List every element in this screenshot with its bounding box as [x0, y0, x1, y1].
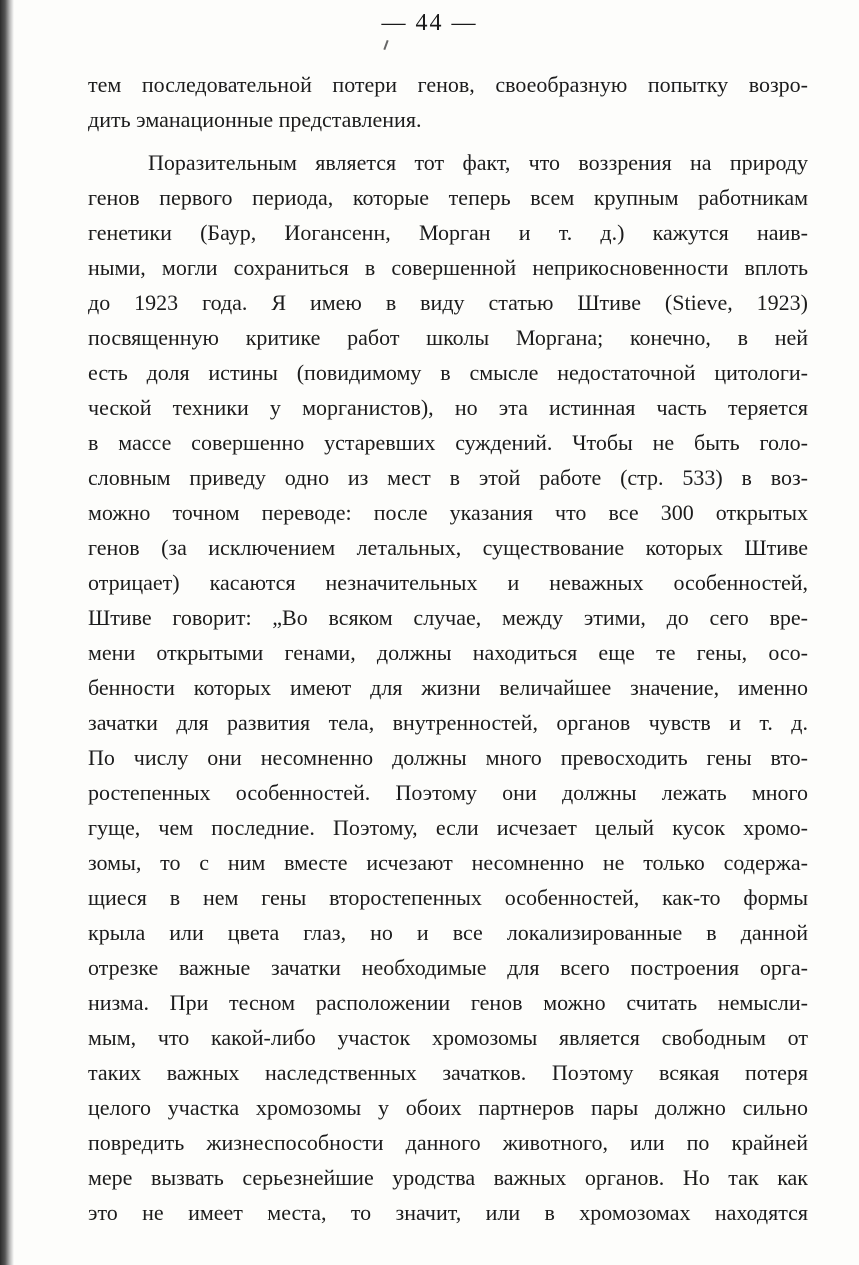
text-line: бенности которых имеют для жизни величайшее значение, именно — [88, 675, 808, 700]
text-line: генетики (Баур, Иогансенн, Морган и т. д.) кажутся наив- — [88, 220, 808, 245]
text-line: ными, могли сохраниться в совершенной неприкосновенности вплоть — [88, 255, 808, 280]
text-line: тем последовательной потери генов, своеобразную попытку возро- — [88, 72, 808, 97]
text-line: мени открытыми генами, должны находиться еще те гены, осо- — [88, 640, 808, 665]
text-line: таких важных наследственных зачатков. Поэтому всякая потеря — [88, 1060, 808, 1085]
text-line: генов первого периода, которые теперь всем крупным работникам — [88, 185, 808, 210]
text-line: ческой техники у морганистов), но эта истинная часть теряется — [88, 395, 808, 420]
text-line: посвященную критике работ школы Моргана; конечно, в ней — [88, 325, 808, 350]
text-line: это не имеет места, то значит, или в хромозомах находятся — [88, 1200, 808, 1225]
text-line: целого участка хромозомы у обоих партнеров пары должно сильно — [88, 1095, 808, 1120]
text-line: ростепенных особенностей. Поэтому они должны лежать много — [88, 780, 808, 805]
text-line: щиеся в нем гены второстепенных особенностей, как-то формы — [88, 885, 808, 910]
text-line: есть доля истины (повидимому в смысле недостаточной цитологи- — [88, 360, 808, 385]
text-line: повредить жизнеспособности данного животного, или по крайней — [88, 1130, 808, 1155]
text-line: гуще, чем последние. Поэтому, если исчезает целый кусок хромо- — [88, 815, 808, 840]
text-line: крыла или цвета глаз, но и все локализированные в данной — [88, 920, 808, 945]
text-line: Штиве говорит: „Во всяком случае, между этими, до сего вре- — [88, 605, 808, 630]
text-line: низма. При тесном расположении генов можно считать немысли- — [88, 990, 808, 1015]
text-line: По числу они несомненно должны много превосходить гены вто- — [88, 745, 808, 770]
text-line: мере вызвать серьезнейшие уродства важных органов. Но так как — [88, 1165, 808, 1190]
text-line: отрезке важные зачатки необходимые для всего построения орга- — [88, 955, 808, 980]
text-line: зачатки для развития тела, внутренностей, органов чувств и т. д. — [88, 710, 808, 735]
text-line: словным приведу одно из мест в этой работе (стр. 533) в воз- — [88, 465, 808, 490]
text-line: мым, что какой-либо участок хромозомы является свободным от — [88, 1025, 808, 1050]
text-line: Поразительным является тот факт, что воззрения на природу — [148, 150, 808, 175]
text-line: в массе совершенно устаревших суждений. Чтобы не быть голо- — [88, 430, 808, 455]
text-line: зомы, то с ним вместе исчезают несомненно не только содержа- — [88, 850, 808, 875]
text-line: до 1923 года. Я имею в виду статью Штиве (Stieve, 1923) — [88, 290, 808, 315]
page-number: — 44 — — [381, 10, 478, 36]
text-line: отрицает) касаются незначительных и неважных особенностей, — [88, 570, 808, 595]
stray-ink-mark — [383, 40, 388, 50]
text-line: дить эманационные представления. — [88, 107, 422, 132]
text-line: генов (за исключением летальных, существование которых Штиве — [88, 535, 808, 560]
text-line: можно точном переводе: после указания что все 300 открытых — [88, 500, 808, 525]
